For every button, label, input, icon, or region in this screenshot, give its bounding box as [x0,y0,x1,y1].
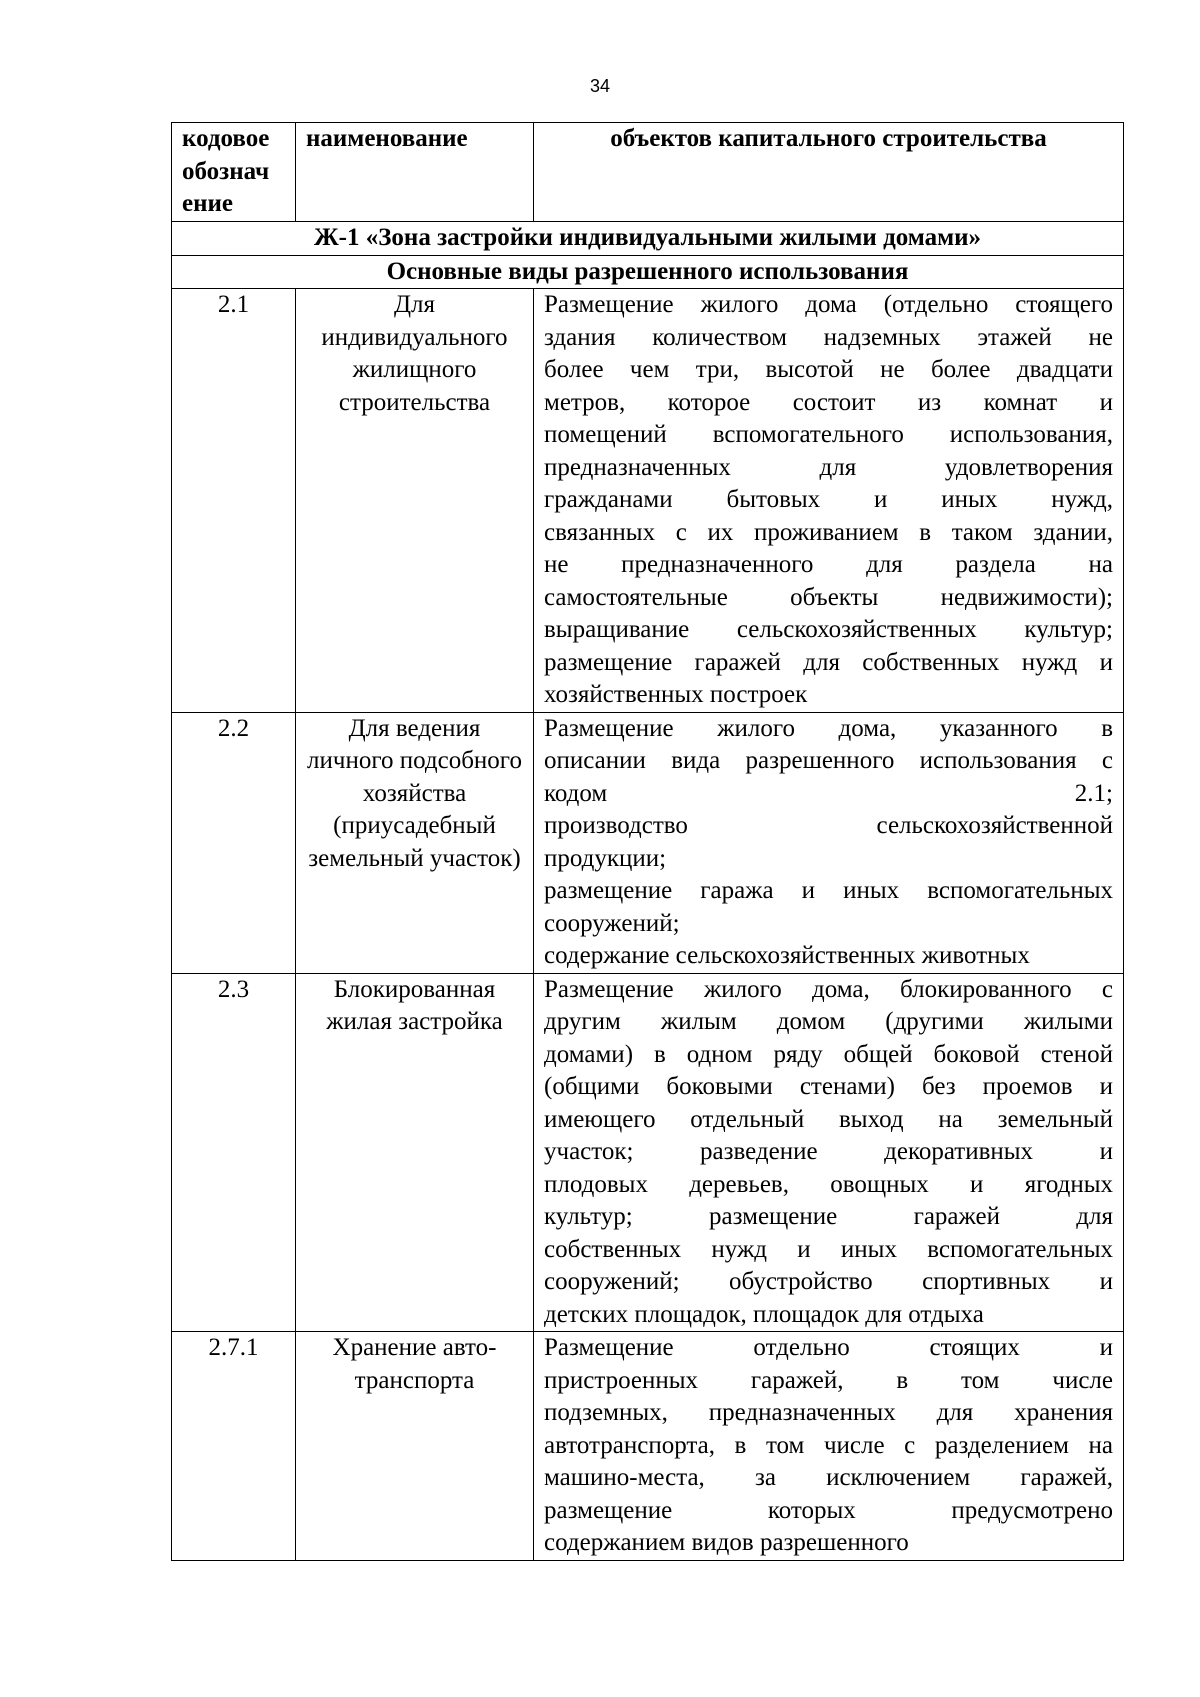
description-line: содержанием видов разрешенного [544,1529,909,1556]
description-line: участок; разведение декоративных и [544,1138,1113,1165]
description-line: описании вида разрешенного использования с [544,747,1113,774]
description-line: другим жилым домом (другими жилыми [544,1008,1113,1035]
description-line: автотранспорта, в том числе с разделением на [544,1431,1113,1459]
row-name: Для ведения личного подсобного хозяйства (приусадебный земельный участок) [296,712,534,973]
row-name: Блокированная жилая застройка [296,973,534,1332]
description-line: выращивание сельскохозяйственных культур; [544,616,1113,643]
land-use-table [171,122,1124,1561]
section-title: Основные виды разрешенного использования [172,255,1124,289]
page-number: 34 [589,76,611,96]
table-row [172,289,1124,713]
description-line: размещение которых предусмотрено [544,1496,1113,1524]
table-row [172,973,1124,1332]
row-name: Хранение авто-транспорта [296,1332,534,1561]
zone-title: Ж-1 «Зона застройки индивидуальными жилыми домами» [172,222,1124,256]
header-code: кодовое обознач ение [172,123,296,222]
description-line: помещений вспомогательного использования, [544,421,1113,448]
table-row [172,712,1124,973]
description-line: предназначенных для удовлетворения [544,453,1113,481]
description-line: содержание сельскохозяйственных животных [544,942,1030,969]
row-code: 2.2 [172,712,296,973]
row-code: 2.7.1 [172,1332,296,1561]
row-description [534,1332,1124,1561]
description-line: более чем три, высотой не более двадцати [544,356,1113,383]
header-description: объектов капитального строительства [534,123,1124,222]
row-code: 2.1 [172,289,296,713]
description-line: плодовых деревьев, овощных и ягодных [544,1170,1113,1198]
description-line: подземных, предназначенных для хранения [544,1399,1113,1426]
description-line: связанных с их проживанием в таком здании, [544,518,1113,546]
row-description [534,712,1124,973]
description-line: гражданами бытовых и иных нужд, [544,486,1113,513]
description-line: размещение гаража и иных вспомогательных [544,877,1113,904]
description-line: культур; размещение гаражей для [544,1203,1113,1230]
description-line: кодом 2.1; [544,779,1113,807]
description-line: Размещение жилого дома, указанного в [544,714,1113,742]
table-body [172,289,1124,1561]
description-line: метров, которое состоит из комнат и [544,388,1113,416]
header-name: наименование [296,123,534,222]
description-line: (общими боковыми стенами) без проемов и [544,1073,1113,1100]
description-line: Размещение жилого дома, блокированного с [544,975,1113,1003]
description-line: продукции; [544,844,667,872]
description-line: сооружений; [544,909,680,937]
zone-row [172,222,1124,256]
description-line: пристроенных гаражей, в том числе [544,1366,1113,1394]
row-name: Для индивидуального жилищного строительства [296,289,534,713]
row-description [534,973,1124,1332]
description-line: машино-места, за исключением гаражей, [544,1464,1113,1491]
description-line: имеющего отдельный выход на земельный [544,1105,1113,1133]
description-line: хозяйственных построек [544,681,808,708]
description-line: детских площадок, площадок для отдыха [544,1300,984,1328]
table-row [172,1332,1124,1561]
description-line: размещение гаражей для собственных нужд и [544,648,1113,676]
description-line: собственных нужд и иных вспомогательных [544,1235,1113,1263]
section-row [172,255,1124,289]
table-header-row [172,123,1124,222]
description-line: домами) в одном ряду общей боковой стеной [544,1040,1113,1068]
description-line: здания количеством надземных этажей не [544,323,1113,351]
description-line: самостоятельные объекты недвижимости); [544,583,1113,611]
description-line: производство сельскохозяйственной [544,812,1113,839]
description-line: сооружений; обустройство спортивных и [544,1268,1113,1295]
row-code: 2.3 [172,973,296,1332]
row-description [534,289,1124,713]
description-line: не предназначенного для раздела на [544,551,1113,578]
description-line: Размещение отдельно стоящих и [544,1334,1113,1361]
description-line: Размещение жилого дома (отдельно стоящего [544,291,1113,318]
